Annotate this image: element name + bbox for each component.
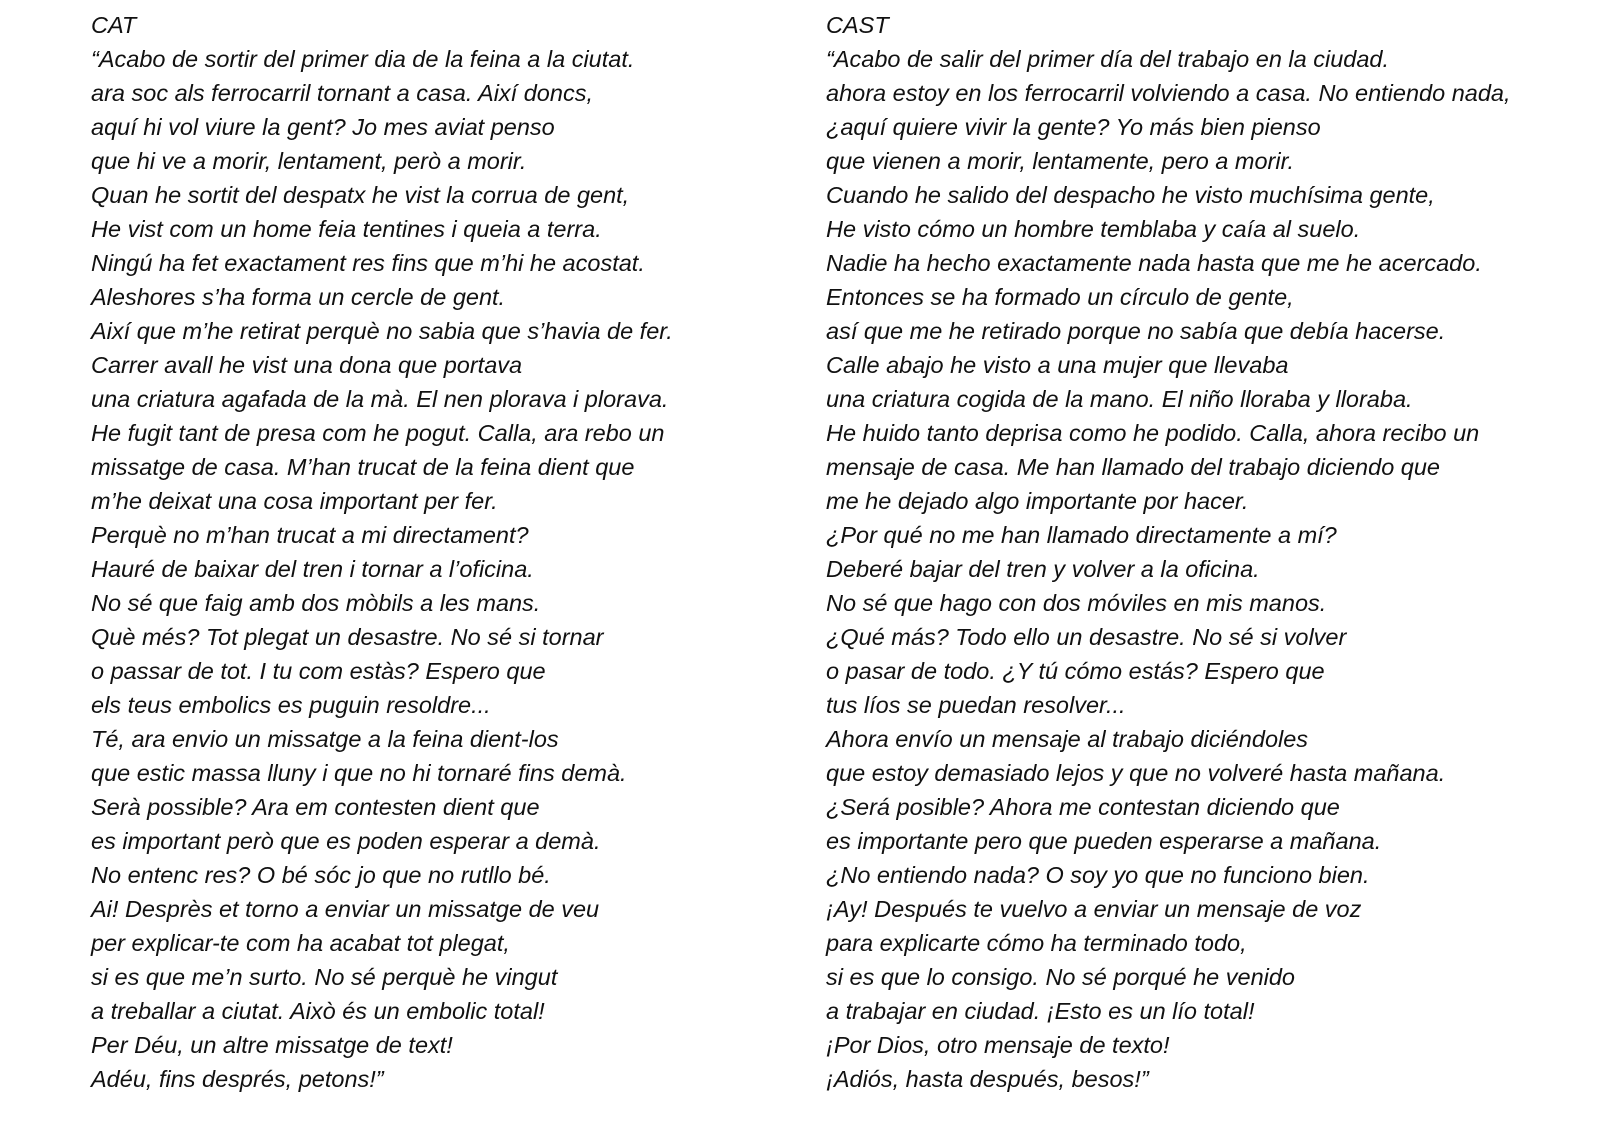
text-line: me he dejado algo importante por hacer. [826, 488, 1249, 514]
text-line: una criatura cogida de la mano. El niño lloraba y lloraba. [826, 386, 1413, 412]
text-line: No entenc res? O bé sóc jo que no rutllo bé. [91, 862, 551, 888]
text-line: He visto cómo un hombre temblaba y caía al suelo. [826, 216, 1361, 242]
text-line: “Acabo de sortir del primer dia de la feina a la ciutat. [91, 46, 635, 72]
text-line: ¿No entiendo nada? O soy yo que no funciono bien. [826, 862, 1370, 888]
text-line: si es que me’n surto. No sé perquè he vingut [91, 964, 558, 990]
text-line: “Acabo de salir del primer día del trabajo en la ciudad. [826, 46, 1390, 72]
text-line: mensaje de casa. Me han llamado del trabajo diciendo que [826, 454, 1441, 480]
text-line: que estic massa lluny i que no hi tornaré fins demà. [91, 760, 627, 786]
text-line: Té, ara envio un missatge a la feina dient-los [91, 726, 559, 752]
text-line: Per Déu, un altre missatge de text! [91, 1032, 453, 1058]
text-line: ahora estoy en los ferrocarril volviendo a casa. No entiendo nada, [826, 80, 1511, 106]
text-line: ¡Ay! Después te vuelvo a enviar un mensaje de voz [826, 896, 1362, 922]
text-line: una criatura agafada de la mà. El nen plorava i plorava. [91, 386, 669, 412]
text-line: ¿Será posible? Ahora me contestan diciendo que [826, 794, 1340, 820]
text-line: Carrer avall he vist una dona que portava [91, 352, 523, 378]
text-line: No sé que faig amb dos mòbils a les mans. [91, 590, 541, 616]
text-line: ¿Qué más? Todo ello un desastre. No sé si volver [826, 624, 1347, 650]
text-line: ara soc als ferrocarril tornant a casa. Així doncs, [91, 80, 593, 106]
text-line: Calle abajo he visto a una mujer que llevaba [826, 352, 1289, 378]
text-line: a trabajar en ciudad. ¡Esto es un lío total! [826, 998, 1255, 1024]
text-line: He huido tanto deprisa como he podido. Calla, ahora recibo un [826, 420, 1480, 446]
catalan-column [91, 8, 791, 1096]
text-line: per explicar-te com ha acabat tot plegat, [91, 930, 510, 956]
text-line: missatge de casa. M’han trucat de la feina dient que [91, 454, 635, 480]
text-line: aquí hi vol viure la gent? Jo mes aviat penso [91, 114, 555, 140]
text-line: Hauré de baixar del tren i tornar a l’oficina. [91, 556, 534, 582]
text-line: que estoy demasiado lejos y que no volveré hasta mañana. [826, 760, 1446, 786]
text-line: No sé que hago con dos móviles en mis manos. [826, 590, 1327, 616]
text-line: tus líos se puedan resolver... [826, 692, 1126, 718]
text-line: o passar de tot. I tu com estàs? Espero que [91, 658, 546, 684]
text-line: He vist com un home feia tentines i queia a terra. [91, 216, 602, 242]
text-line: ¿Por qué no me han llamado directamente a mí? [826, 522, 1337, 548]
text-line: ¡Por Dios, otro mensaje de texto! [826, 1032, 1170, 1058]
text-line: es important però que es poden esperar a demà. [91, 828, 601, 854]
text-line: es importante pero que pueden esperarse a mañana. [826, 828, 1382, 854]
text-line: ¿aquí quiere vivir la gente? Yo más bien pienso [826, 114, 1321, 140]
text-line: Serà possible? Ara em contesten dient que [91, 794, 540, 820]
column-heading: CAT [91, 12, 137, 38]
text-line: He fugit tant de presa com he pogut. Calla, ara rebo un [91, 420, 665, 446]
text-line: Cuando he salido del despacho he visto muchísima gente, [826, 182, 1435, 208]
column-heading: CAST [826, 12, 889, 38]
text-line: así que me he retirado porque no sabía que debía hacerse. [826, 318, 1446, 344]
text-line: m’he deixat una cosa important per fer. [91, 488, 498, 514]
text-line: Ahora envío un mensaje al trabajo diciéndoles [826, 726, 1309, 752]
text-line: Adéu, fins després, petons!” [91, 1066, 384, 1092]
text-line: Perquè no m’han trucat a mi directament? [91, 522, 529, 548]
text-line: que hi ve a morir, lentament, però a morir. [91, 148, 527, 174]
text-line: que vienen a morir, lentamente, pero a morir. [826, 148, 1295, 174]
text-line: Així que m’he retirat perquè no sabia que s’havia de fer. [91, 318, 673, 344]
text-line: els teus embolics es puguin resoldre... [91, 692, 491, 718]
text-line: Què més? Tot plegat un desastre. No sé si tornar [91, 624, 604, 650]
spanish-column [826, 8, 1596, 1096]
text-line: Nadie ha hecho exactamente nada hasta que me he acercado. [826, 250, 1482, 276]
text-line: Ningú ha fet exactament res fins que m’hi he acostat. [91, 250, 645, 276]
text-line: Ai! Desprès et torno a enviar un missatge de veu [91, 896, 600, 922]
text-line: ¡Adiós, hasta después, besos!” [826, 1066, 1149, 1092]
text-line: Aleshores s’ha forma un cercle de gent. [91, 284, 506, 310]
text-line: Quan he sortit del despatx he vist la corrua de gent, [91, 182, 630, 208]
text-line: Deberé bajar del tren y volver a la oficina. [826, 556, 1260, 582]
text-line: para explicarte cómo ha terminado todo, [826, 930, 1247, 956]
text-line: Entonces se ha formado un círculo de gente, [826, 284, 1294, 310]
text-line: si es que lo consigo. No sé porqué he venido [826, 964, 1296, 990]
text-line: o pasar de todo. ¿Y tú cómo estás? Espero que [826, 658, 1325, 684]
text-line: a treballar a ciutat. Això és un embolic total! [91, 998, 545, 1024]
